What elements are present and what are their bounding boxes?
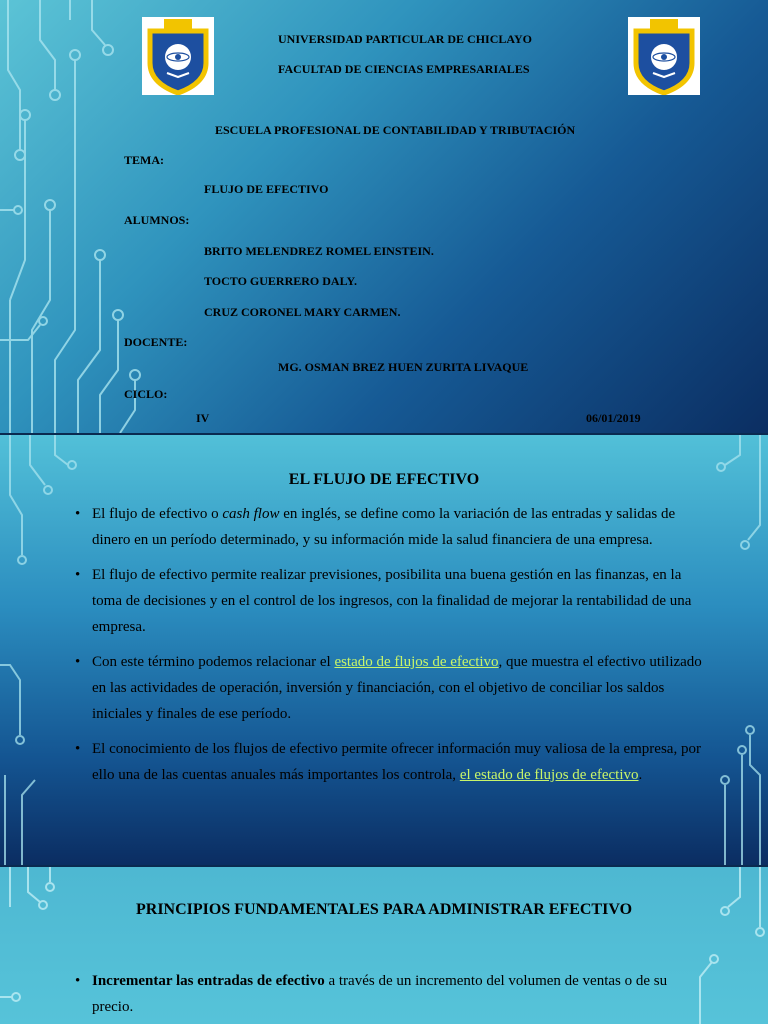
title-slide — [0, 0, 768, 433]
slide-title: EL FLUJO DE EFECTIVO — [288, 471, 480, 488]
school-name: ESCUELA PROFESIONAL DE CONTABILIDAD Y TRIBUTACIÓN — [215, 123, 576, 137]
presentation-date: 06/01/2019 — [586, 411, 641, 425]
content-slide-flujo — [0, 435, 768, 865]
cash-flow-term: cash flow — [222, 506, 280, 522]
university-name: UNIVERSIDAD PARTICULAR DE CHICLAYO — [278, 32, 532, 46]
alumno-2: TOCTO GUERRERO DALY. — [204, 274, 358, 288]
tema-label: TEMA: — [124, 153, 164, 167]
list-item: • El conocimiento de los flujos de efectivo permite ofrecer información muy valiosa de la empresa, por ello una de las cuentas anuales más importantes los controla, el estado de flujos de efectivo. — [75, 736, 705, 788]
tema-value: FLUJO DE EFECTIVO — [204, 182, 329, 196]
list-item: • Incrementar las entradas de efectivo a través de un incremento del volumen de ventas o de su precio. — [75, 968, 705, 1020]
university-crest-icon — [628, 17, 700, 95]
list-item: • El flujo de efectivo o cash flow en inglés, se define como la variación de las entradas y salidas de dinero en un período determinado, y su información mide la salud financiera de una empresa. — [75, 501, 705, 553]
docente-label: DOCENTE: — [124, 335, 188, 349]
slide-title: PRINCIPIOS FUNDAMENTALES PARA ADMINISTRAR EFECTIVO — [135, 901, 633, 918]
list-item: • El flujo de efectivo permite realizar previsiones, posibilita una buena gestión en las finanzas, en la toma de decisiones y en el control de los ingresos, con la finalidad de mejorar la rentabilidad de una empresa. — [75, 562, 705, 640]
content-slide-principios — [0, 867, 768, 1024]
bullet-list — [75, 501, 705, 797]
estado-flujos-link[interactable]: estado de flujos de efectivo — [334, 654, 499, 670]
alumno-1: BRITO MELENDREZ ROMEL EINSTEIN. — [204, 244, 434, 258]
docente-value: MG. OSMAN BREZ HUEN ZURITA LIVAQUE — [278, 360, 529, 374]
ciclo-label: CICLO: — [124, 387, 168, 401]
university-crest-left — [142, 17, 214, 95]
ciclo-value: IV — [196, 411, 210, 425]
list-item: • Con este término podemos relacionar el estado de flujos de efectivo, que muestra el efectivo utilizado en las actividades de operación, inversión y financiación, con el objetivo de conciliar los saldos iniciales y finales de ese período. — [75, 649, 705, 727]
university-crest-right — [628, 17, 700, 95]
alumnos-label: ALUMNOS: — [124, 213, 190, 227]
estado-flujos-link-2[interactable]: el estado de flujos de efectivo — [459, 767, 639, 783]
bullet-list — [75, 968, 705, 1024]
alumno-3: CRUZ CORONEL MARY CARMEN. — [204, 305, 401, 319]
faculty-name: FACULTAD DE CIENCIAS EMPRESARIALES — [278, 62, 530, 76]
university-crest-icon — [142, 17, 214, 95]
